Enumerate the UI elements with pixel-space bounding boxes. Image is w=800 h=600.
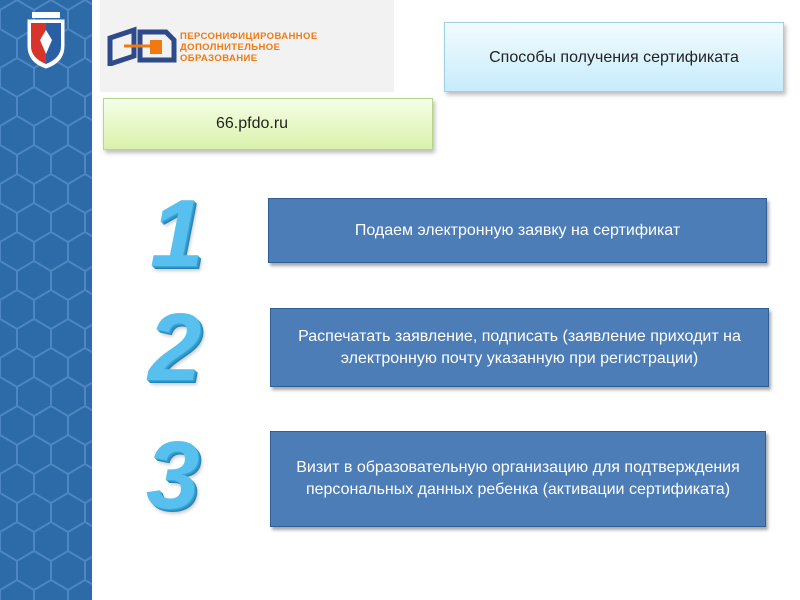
website-url-box: [103, 98, 433, 150]
logo-line-2: ДОПОЛНИТЕЛЬНОЕ: [180, 42, 281, 53]
step-1-box: [268, 198, 767, 263]
website-url: 66.pfdo.ru: [216, 115, 289, 132]
logo-line-3: ОБРАЗОВАНИЕ: [180, 53, 258, 64]
page-title: [444, 22, 784, 92]
step-number-1: 1: [150, 180, 204, 287]
step-1-text: Подаем электронную заявку на сертификат: [354, 221, 681, 239]
step-2-text: Распечатать заявление, подписать (заявление приходит на электронную почту указанную при регистрации): [298, 327, 741, 367]
step-3-text: Визит в образовательную организацию для подтверждения персональных данных ребенка (активации сертификата): [296, 459, 740, 498]
step-3-box: [270, 431, 766, 527]
step-number-3: 3: [146, 422, 200, 529]
page-title-text: Способы получения сертификата: [489, 48, 739, 66]
pfdo-logo-icon: [106, 26, 178, 66]
step-2-box: [270, 308, 769, 387]
step-number-2: 2: [148, 294, 202, 401]
sidebar-decoration: [0, 0, 92, 600]
logo-text: [180, 31, 318, 64]
city-emblem-icon: [22, 10, 70, 70]
pfdo-logo: [100, 0, 394, 92]
logo-line-1: ПЕРСОНИФИЦИРОВАННОЕ: [180, 31, 318, 42]
hexagon-pattern: [0, 0, 92, 600]
